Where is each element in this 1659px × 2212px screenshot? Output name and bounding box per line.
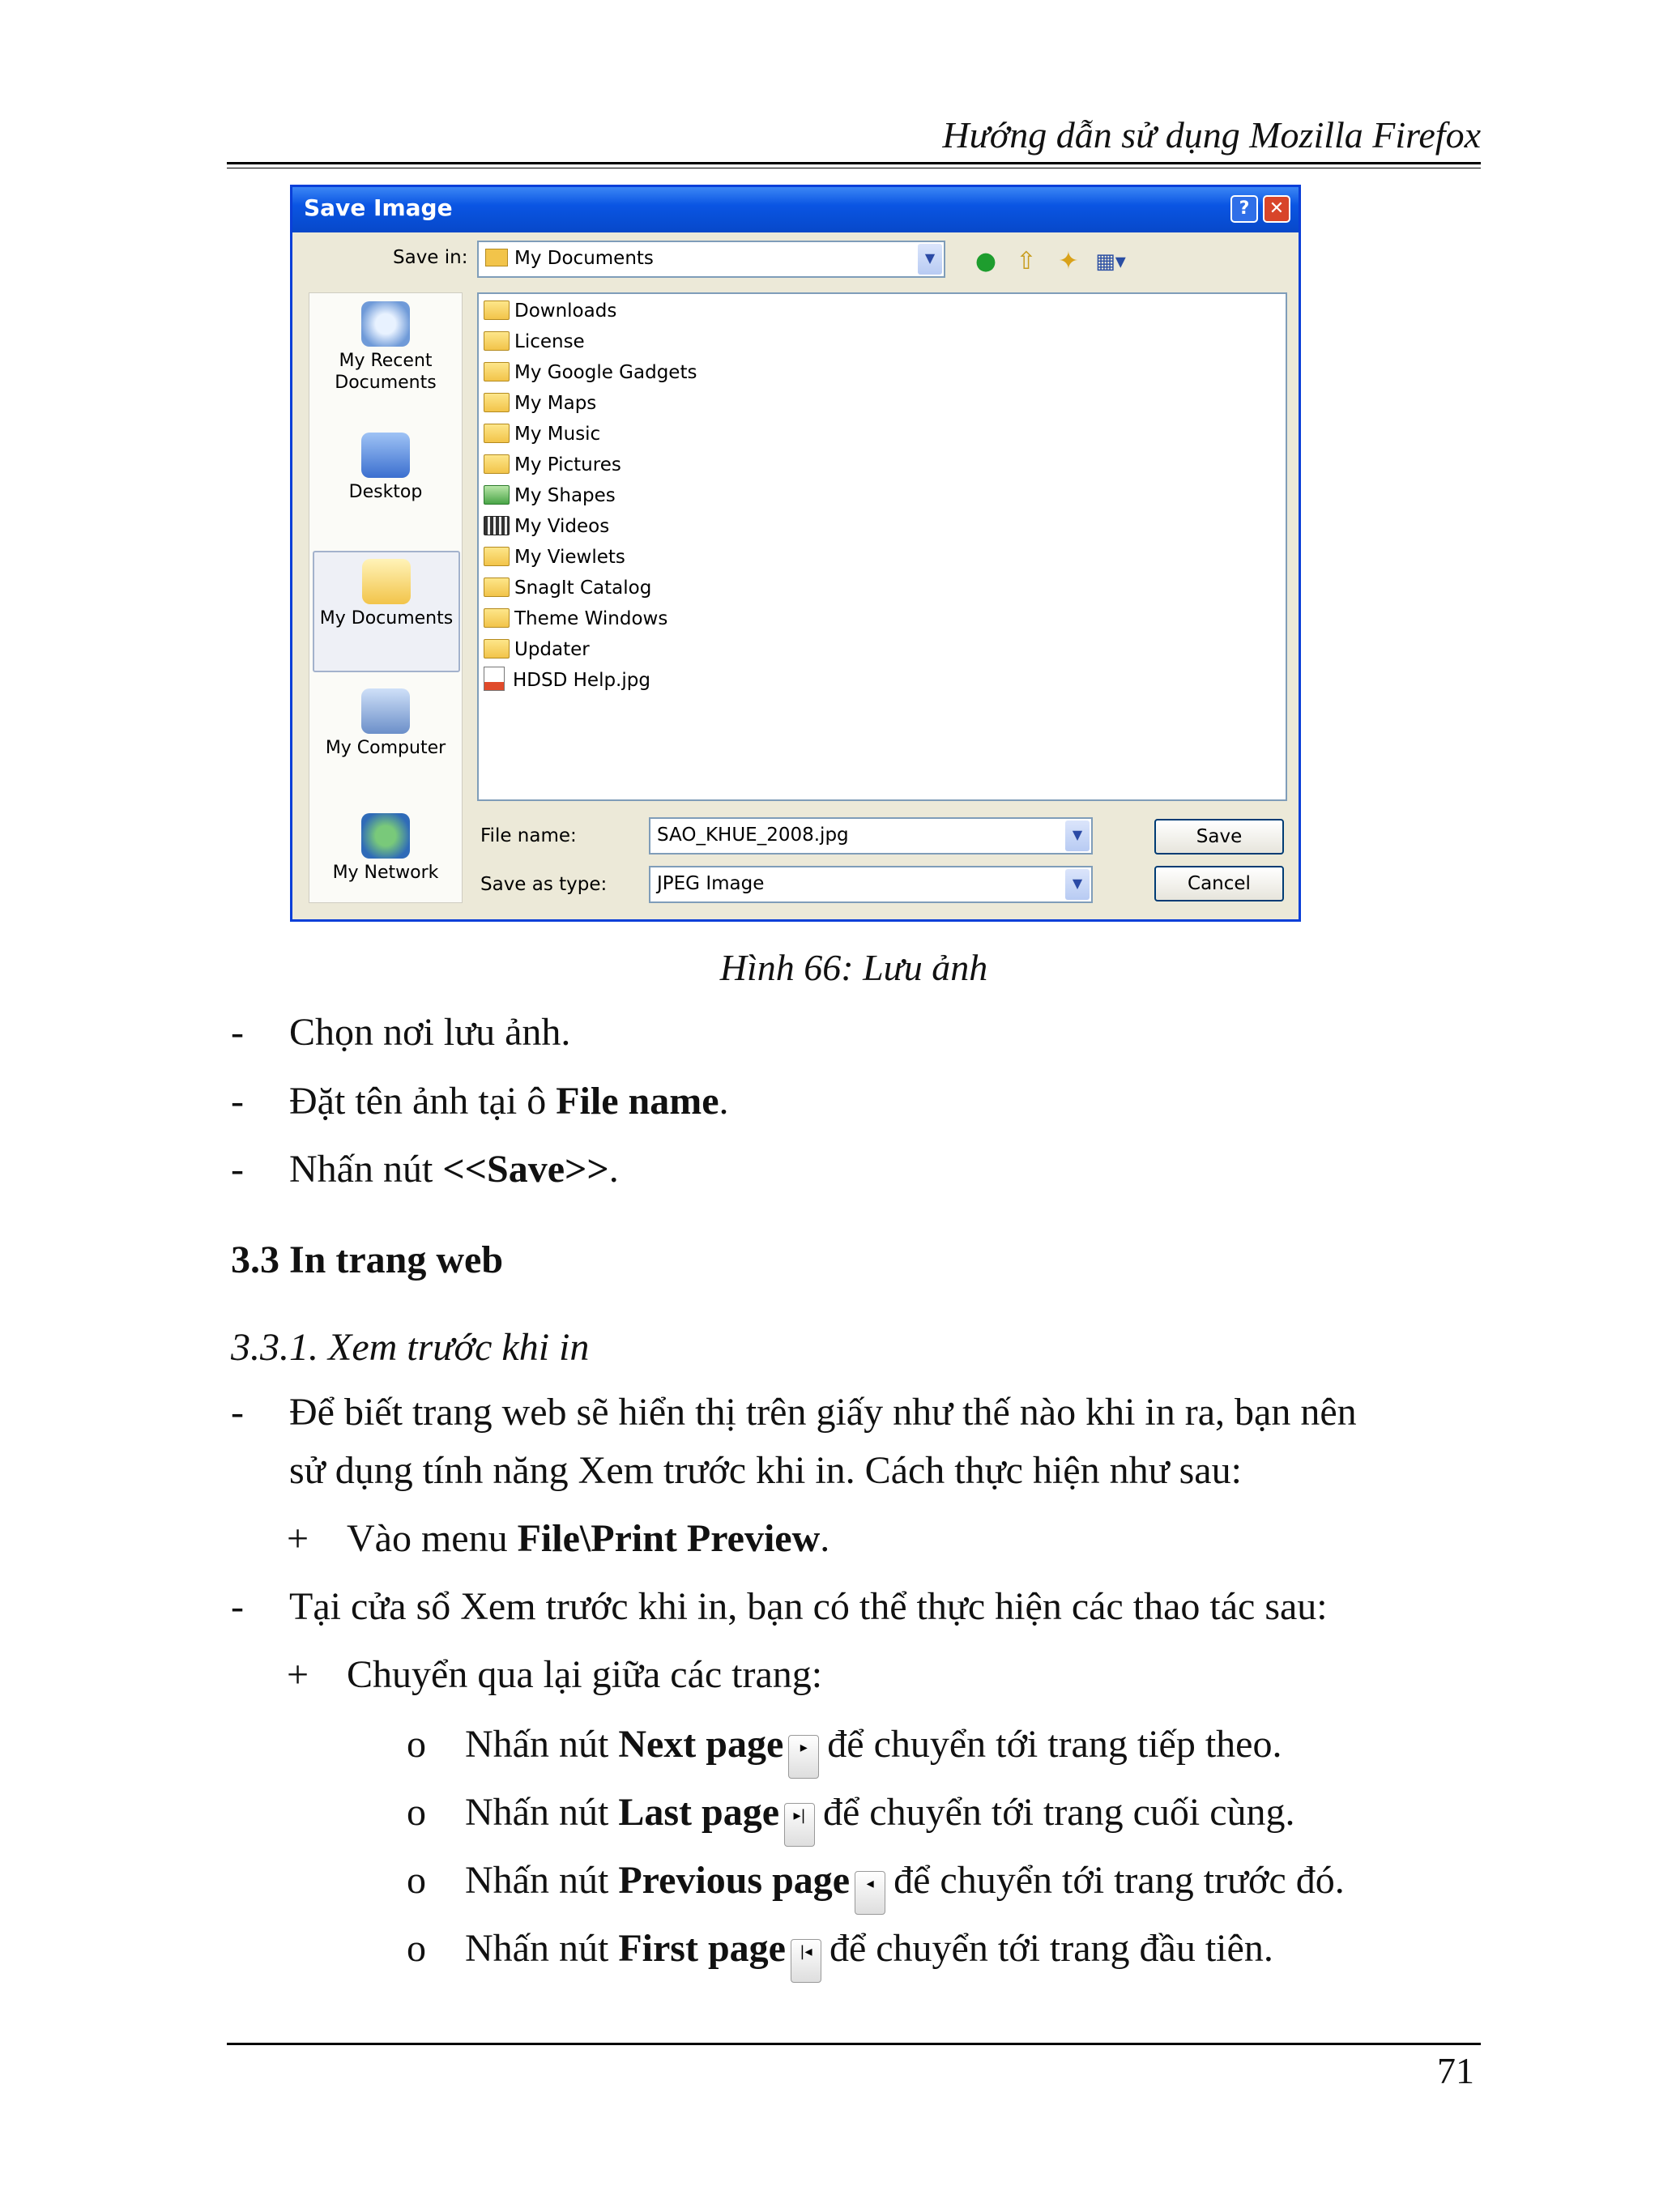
file-name-value: SAO_KHUE_2008.jpg [657, 825, 849, 846]
file-item[interactable] [484, 450, 621, 480]
save-type-value: JPEG Image [657, 873, 765, 894]
desktop-icon [361, 433, 410, 478]
bold-term: First page [618, 1927, 786, 1970]
list-dash: - [231, 1080, 244, 1123]
file-item[interactable] [484, 480, 616, 511]
list-circle: o [407, 1927, 426, 1970]
bold-term: File name [556, 1080, 719, 1123]
file-item[interactable] [484, 419, 600, 450]
text: Nhấn nút [465, 1927, 619, 1970]
place-my-documents[interactable] [313, 551, 460, 672]
text: Vào menu [347, 1517, 518, 1560]
file-item[interactable] [484, 296, 616, 326]
first-page-icon: |◂ [791, 1939, 821, 1983]
file-item[interactable] [484, 573, 651, 603]
cancel-button[interactable]: Cancel [1154, 866, 1284, 901]
file-item[interactable] [484, 511, 609, 542]
file-name: HDSD Help.jpg [513, 670, 650, 691]
bold-term: File\Print Preview [517, 1517, 821, 1560]
section-heading: 3.3 In trang web [231, 1238, 504, 1281]
folder-icon [484, 547, 510, 566]
folder-icon [484, 578, 510, 597]
list-dash: - [231, 1011, 244, 1054]
help-button[interactable]: ? [1230, 195, 1258, 223]
file-name: SnagIt Catalog [514, 578, 652, 599]
text: Đặt tên ảnh tại ô [289, 1080, 557, 1123]
bold-term: Last page [618, 1791, 779, 1834]
bold-term: Previous page [618, 1859, 851, 1902]
dialog-titlebar [292, 187, 1299, 232]
step-set-file-name [289, 1077, 729, 1126]
header-rule [227, 162, 1481, 164]
chevron-down-icon[interactable]: ▼ [1065, 869, 1090, 900]
file-name: License [514, 331, 585, 352]
running-header: Hướng dẫn sử dụng Mozilla Firefox [942, 114, 1481, 156]
list-circle: o [407, 1723, 426, 1766]
pictures-folder-icon [484, 454, 510, 474]
folder-icon [484, 300, 510, 320]
file-item[interactable] [484, 634, 590, 665]
paragraph-line: Để biết trang web sẽ hiển thị trên giấy như thế nào khi in ra, bạn nên [289, 1391, 1357, 1434]
chevron-down-icon[interactable]: ▼ [1065, 820, 1090, 851]
file-item[interactable] [484, 603, 667, 634]
shapes-folder-icon [484, 485, 510, 505]
folder-icon [484, 362, 510, 381]
close-button[interactable]: ✕ [1263, 195, 1290, 223]
place-label: My Computer [325, 738, 446, 758]
file-name: My Viewlets [514, 547, 625, 568]
dialog-title: Save Image [304, 194, 453, 221]
file-name: Updater [514, 639, 590, 660]
bold-term: Next page [618, 1723, 784, 1766]
save-image-dialog [290, 185, 1301, 922]
file-item[interactable] [484, 357, 697, 388]
list-plus: + [287, 1517, 309, 1560]
list-plus: + [287, 1653, 309, 1696]
place-label: My Documents [319, 608, 454, 629]
folder-icon [485, 249, 508, 266]
file-name: My Videos [514, 516, 610, 537]
my-network-icon [361, 813, 410, 859]
text: Nhấn nút [465, 1723, 619, 1766]
place-my-recent-documents[interactable] [309, 301, 462, 394]
chevron-down-icon[interactable]: ▼ [918, 244, 942, 275]
my-computer-icon [361, 688, 410, 734]
sub-step-menu [347, 1515, 830, 1563]
place-my-network[interactable] [309, 813, 462, 884]
place-desktop[interactable] [309, 433, 462, 503]
paragraph-line: sử dụng tính năng Xem trước khi in. Cách thực hiện như sau: [289, 1449, 1242, 1492]
sub-step-navigate: Chuyển qua lại giữa các trang: [347, 1653, 823, 1696]
file-name: My Pictures [514, 454, 621, 475]
folder-icon [484, 331, 510, 351]
list-dash: - [231, 1585, 244, 1628]
footer-rule [227, 2043, 1481, 2045]
view-menu-icon[interactable]: ▦▾ [1095, 249, 1126, 274]
save-button[interactable]: Save [1154, 819, 1284, 855]
file-name: Theme Windows [514, 608, 668, 629]
place-my-computer[interactable] [309, 688, 462, 759]
save-type-label: Save as type: [480, 874, 608, 895]
save-in-value: My Documents [514, 248, 654, 269]
subsection-heading: 3.3.1. Xem trước khi in [231, 1326, 590, 1369]
image-file-icon [484, 667, 505, 691]
folder-icon [484, 639, 510, 658]
text: . [608, 1148, 619, 1191]
back-icon[interactable]: ● [975, 247, 997, 275]
text: Nhấn nút [465, 1859, 619, 1902]
nav-item-next [465, 1720, 1282, 1779]
up-folder-icon[interactable]: ⇧ [1016, 247, 1037, 275]
save-in-label: Save in: [393, 247, 468, 268]
place-label: Desktop [348, 482, 423, 502]
text: để chuyển tới trang trước đó. [893, 1859, 1345, 1902]
file-item[interactable] [484, 326, 585, 357]
file-name: My Maps [514, 393, 597, 414]
page-number: 71 [1437, 2050, 1474, 2091]
bold-term: <<Save>> [442, 1148, 609, 1191]
file-item[interactable] [484, 665, 650, 696]
next-page-icon: ▸ [788, 1735, 819, 1779]
file-name: My Shapes [514, 485, 616, 506]
folder-icon [484, 608, 510, 628]
text: . [719, 1080, 729, 1123]
text: để chuyển tới trang cuối cùng. [823, 1791, 1295, 1834]
place-label: My Recent Documents [335, 351, 437, 393]
places-bar [309, 292, 463, 903]
file-name: My Google Gadgets [514, 362, 697, 383]
text: để chuyển tới trang tiếp theo. [827, 1723, 1282, 1766]
list-dash: - [231, 1391, 244, 1434]
file-list[interactable] [477, 292, 1287, 801]
file-item[interactable] [484, 542, 625, 573]
file-name: Downloads [514, 300, 617, 322]
paragraph-line: Tại cửa sổ Xem trước khi in, bạn có thể thực hiện các thao tác sau: [289, 1585, 1328, 1628]
text: để chuyển tới trang đầu tiên. [829, 1927, 1273, 1970]
list-circle: o [407, 1859, 426, 1902]
previous-page-icon: ◂ [855, 1871, 885, 1915]
music-folder-icon [484, 424, 510, 443]
figure-caption: Hình 66: Lưu ảnh [719, 947, 988, 988]
file-name-input[interactable] [649, 817, 1093, 855]
save-in-combo[interactable] [477, 241, 945, 278]
nav-item-previous [465, 1856, 1345, 1915]
text: Nhấn nút [465, 1791, 619, 1834]
place-label: My Network [332, 863, 439, 883]
new-folder-icon[interactable]: ✦ [1058, 247, 1079, 275]
last-page-icon: ▸| [784, 1803, 815, 1847]
save-type-select[interactable] [649, 866, 1093, 903]
folder-icon [484, 393, 510, 412]
list-dash: - [231, 1148, 244, 1191]
file-name-label: File name: [480, 825, 577, 846]
list-circle: o [407, 1791, 426, 1834]
recent-documents-icon [361, 301, 410, 347]
text: Nhấn nút [289, 1148, 443, 1191]
step-choose-location: Chọn nơi lưu ảnh. [289, 1011, 571, 1054]
file-name: My Music [514, 424, 601, 445]
videos-folder-icon [484, 516, 510, 535]
file-item[interactable] [484, 388, 596, 419]
step-press-save [289, 1145, 619, 1194]
text: . [820, 1517, 830, 1560]
nav-item-first [465, 1924, 1273, 1983]
my-documents-icon [362, 559, 411, 604]
nav-item-last [465, 1788, 1295, 1847]
